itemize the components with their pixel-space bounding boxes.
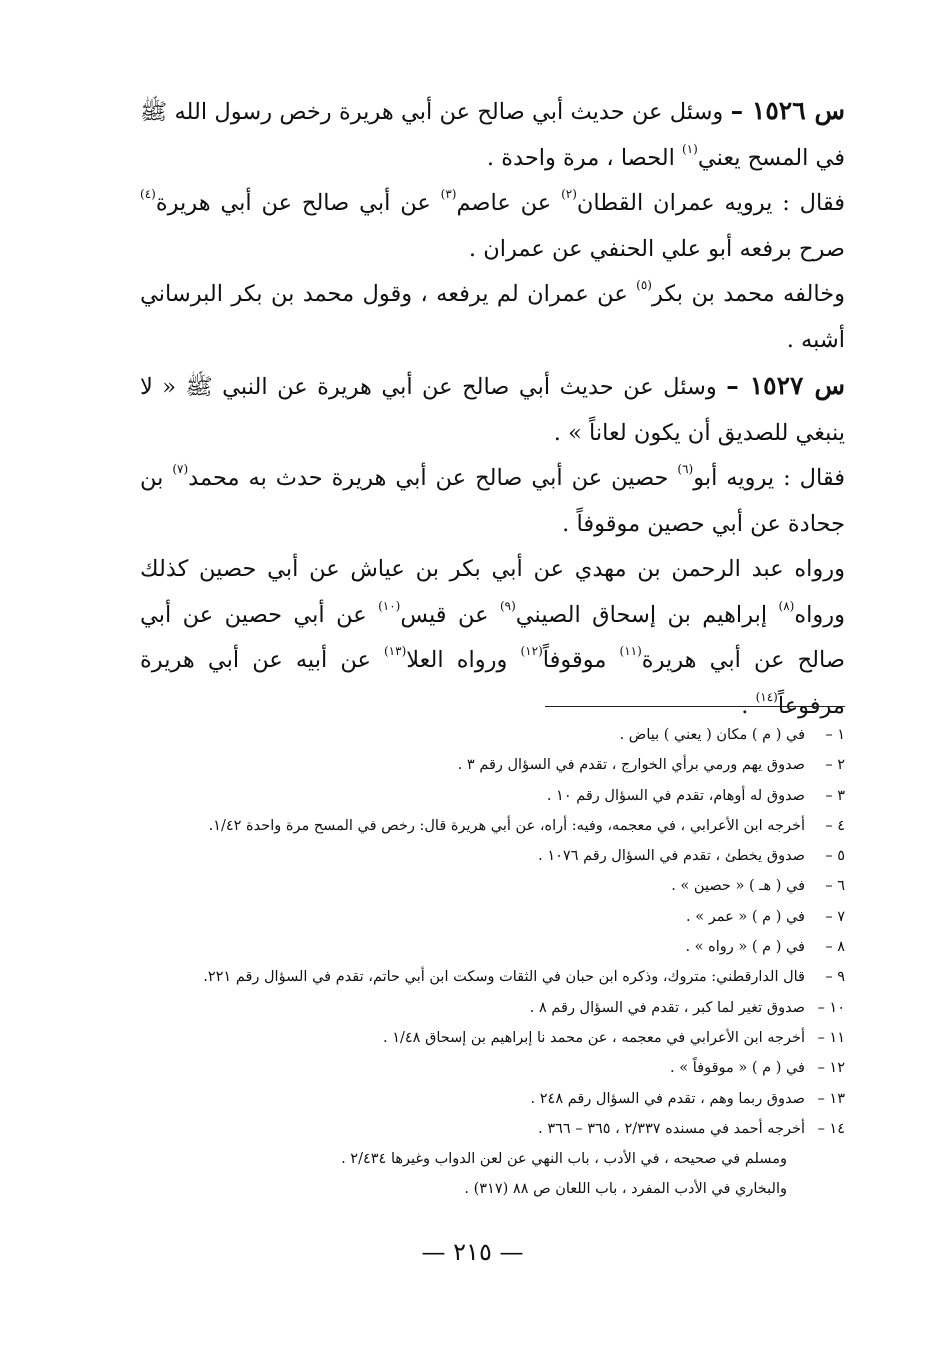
question-number: س ١٥٢٧ – xyxy=(726,371,845,400)
question-1527: س ١٥٢٧ – وسئل عن حديث أبي صالح عن أبي هريرة عن النبي ﷺ « لا ينبغي للصديق أن يكون لعاناً » . xyxy=(140,371,845,446)
question-number: س ١٥٢٦ – xyxy=(730,96,845,125)
footnote-ref[interactable]: (٦) xyxy=(677,462,694,476)
footnote-continuation: ومسلم في صحيحه ، في الأدب ، باب النهي عن لعن الدواب وغيرها ٢/٤٣٤ . xyxy=(341,1151,787,1168)
footnote-item: ١ –في ( م ) مكان ( يعني ) بياض . xyxy=(619,727,845,743)
footnote-ref[interactable]: (٢) xyxy=(561,187,577,201)
footnote-ref[interactable]: (١٣) xyxy=(383,644,407,658)
footnote-ref[interactable]: (١٢) xyxy=(520,644,543,658)
footnote-ref[interactable]: (١٤) xyxy=(755,689,778,704)
footnotes xyxy=(140,720,845,1205)
answer-paragraph: فقال : يرويه عمران القطان$^{(٢)}$ عن عاصم$^{(٣)}$ عن أبي صالح عن أبي هريرة$^{(٤)}$ صرح برفعه أبو علي الحنفي عن عمران . xyxy=(140,187,846,262)
footnote-ref[interactable]: (٤) xyxy=(140,187,156,201)
footnote-item: ٢ –صدوق يهم ورمي برأي الخوارج ، تقدم في السؤال رقم ٣ . xyxy=(457,757,845,774)
footnote-ref[interactable]: (٣) xyxy=(440,187,457,201)
footnote-ref[interactable]: (٥) xyxy=(636,278,652,292)
footnote-divider xyxy=(545,706,845,707)
footnote-item: ١٠ –صدوق تغير لما كبر ، تقدم في السؤال رقم ٨ . xyxy=(529,999,845,1016)
footnote-item: ٨ –في ( م ) « رواه » . xyxy=(685,939,845,956)
footnote-ref[interactable]: (٨) xyxy=(778,598,795,613)
footnote-ref[interactable]: (١٠) xyxy=(378,598,401,613)
footnote-continuation: والبخاري في الأدب المفرد ، باب اللعان ص ٨٨ (٣١٧) . xyxy=(464,1181,787,1198)
footnote-item: ٧ –في ( م ) « عمر » . xyxy=(686,908,845,925)
question-1526: س ١٥٢٦ – وسئل عن حديث أبي صالح عن أبي هريرة رخص رسول الله ﷺ في المسح يعني$^{(١)}$ الحصا ، مرة واحدة . xyxy=(140,96,845,171)
footnote-item: ١٣ –صدوق ربما وهم ، تقدم في السؤال رقم ٢٤٨ . xyxy=(530,1090,845,1107)
answer-paragraph: ورواه عبد الرحمن بن مهدي عن أبي بكر بن عياش عن أبي حصين كذلك ورواه$^{(٨)}$ إبراهيم بن إسحاق الصيني$^{(٩)}$ عن قيس$^{(١٠)}$ عن أبي حصين عن أبي صالح عن أبي هريرة$^{(١١)}$ موقوفاً$^{(١٢)}$ ورواه العلا$^{(١٣)}$ عن أبيه عن أبي هريرة مرفوعاً$^{(١٤)}$ . xyxy=(140,556,845,719)
footnote-item: ٣ –صدوق له أوهام، تقدم في السؤال رقم ١٠ . xyxy=(546,787,845,804)
footnote-item: ٦ –في ( هـ ) « حصين » . xyxy=(671,878,845,895)
answer-paragraph: وخالفه محمد بن بكر$^{(٥)}$ عن عمران لم يرفعه ، وقول محمد بن بكر البرساني أشبه . xyxy=(140,278,845,353)
footnote-ref[interactable]: (١) xyxy=(681,141,698,156)
footnote-ref[interactable]: (٩) xyxy=(499,598,516,613)
footnote-ref[interactable]: (١١) xyxy=(619,644,642,658)
footnote-item: ٥ –صدوق يخطئ ، تقدم في السؤال رقم ١٠٧٦ . xyxy=(538,848,845,865)
footnote-item: ٩ –قال الدارقطني: متروك، وذكره ابن حبان في الثقات وسكت ابن أبي حاتم، تقدم في السؤال رقم ٢٢١. xyxy=(203,969,845,986)
main-text xyxy=(140,88,845,729)
footnote-ref[interactable]: (٧) xyxy=(172,462,189,476)
page-number: — ٢١٥ — xyxy=(421,1238,524,1266)
footnote-item: ١٤ –أخرجه أحمد في مسنده ٢/٣٣٧ ، ٣٦٥ – ٣٦٦ . xyxy=(538,1120,845,1137)
footnote-item: ١٢ –في ( م ) « موقوفاً » . xyxy=(670,1060,845,1077)
answer-paragraph: فقال : يرويه أبو$^{(٦)}$ حصين عن أبي صالح عن أبي هريرة حدث به محمد$^{(٧)}$ بن جحادة عن أبي حصين موقوفاً . xyxy=(140,462,845,537)
footnote-item: ٤ –أخرجه ابن الأعرابي ، في معجمه، وفيه: أراه، عن أبي هريرة قال: رخص في المسح مرة واحدة ١/٤٢. xyxy=(208,817,845,834)
footnote-item: ١١ –أخرجه ابن الأعرابي في معجمه ، عن محمد نا إبراهيم بن إسحاق ١/٤٨ . xyxy=(383,1029,845,1046)
